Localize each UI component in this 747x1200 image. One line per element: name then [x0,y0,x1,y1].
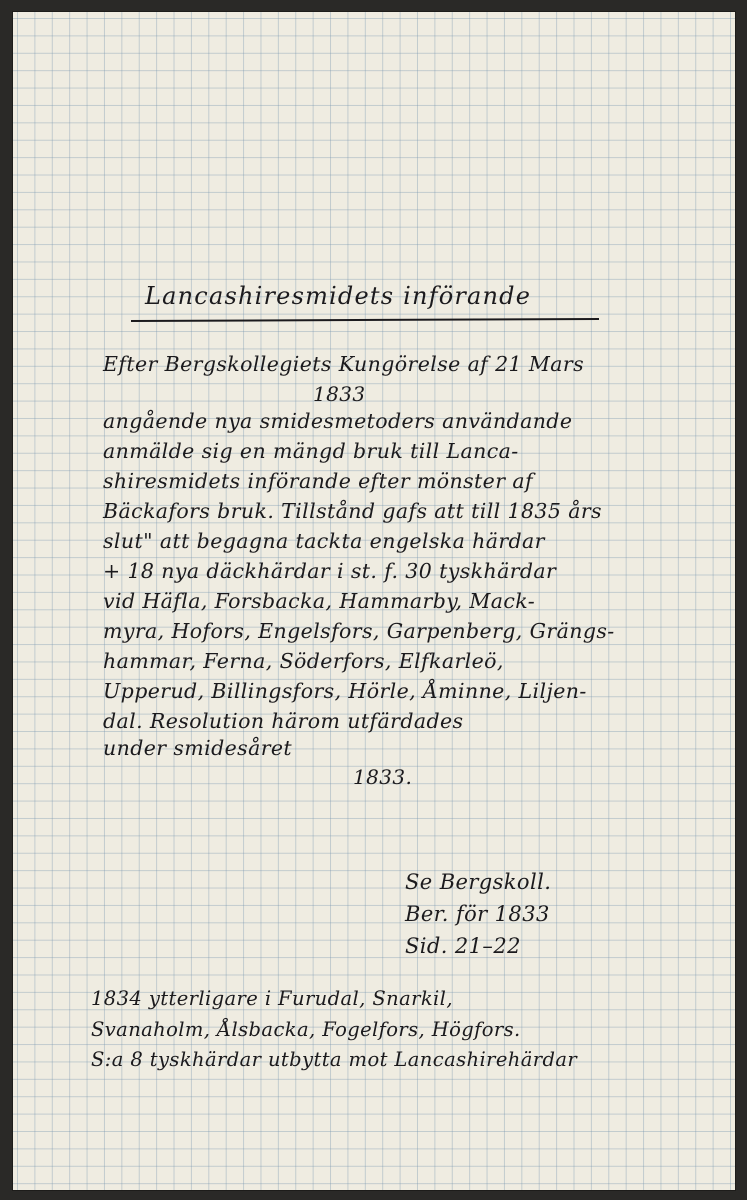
footer-line: Svanaholm, Ålsbacka, Fogelfors, Högfors. [91,1018,521,1041]
body-line: anmälde sig en mängd bruk till Lanca- [103,439,519,463]
title-underline [131,318,599,322]
body-line: + 18 nya däckhärdar i st. f. 30 tyskhärdar [103,559,557,583]
reference-line: Ber. för 1833 [405,902,550,926]
reference-line: Sid. 21–22 [405,934,521,958]
body-line-year: 1833. [353,765,413,789]
footer-line: 1834 ytterligare i Furudal, Snarkil, [91,987,453,1010]
body-line: shiresmidets införande efter mönster af [103,469,533,493]
footer-line: S:a 8 tyskhärdar utbytta mot Lancashirehärdar [91,1048,578,1071]
body-line: dal. Resolution härom utfärdades [103,709,464,733]
body-line: hammar, Ferna, Söderfors, Elfkarleö, [103,649,504,673]
body-line: angående nya smidesmetoders användande [103,409,573,433]
body-line-year: 1833 [313,382,366,406]
document-page [13,12,735,1190]
document-title: Lancashiresmidets införande [145,282,532,310]
reference-line: Se Bergskoll. [405,870,552,894]
body-line: under smidesåret [103,736,293,760]
body-line: myra, Hofors, Engelsfors, Garpenberg, Grängs- [103,619,615,643]
body-line: Bäckafors bruk. Tillstånd gafs att till 1835 års [103,499,602,523]
body-line: slut" att begagna tackta engelska härdar [103,529,545,553]
body-line: vid Häfla, Forsbacka, Hammarby, Mack- [103,589,536,613]
body-line: Upperud, Billingsfors, Hörle, Åminne, Liljen- [103,679,587,703]
body-line: Efter Bergskollegiets Kungörelse af 21 Mars [103,352,585,376]
